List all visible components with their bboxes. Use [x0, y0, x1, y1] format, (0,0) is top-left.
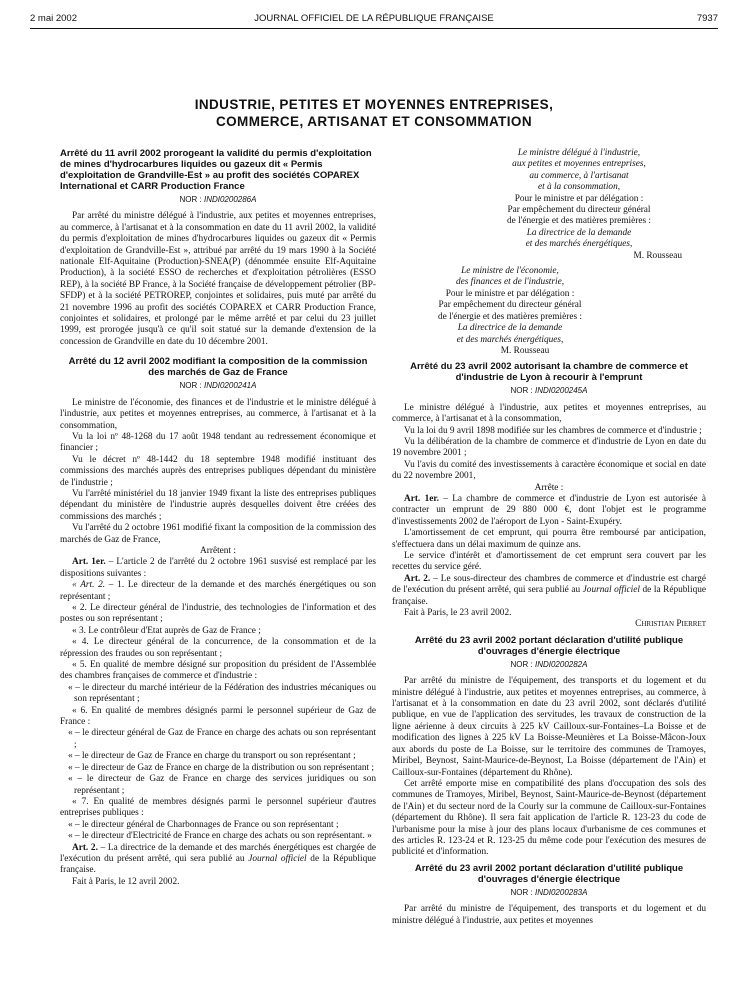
article-2: Art. 2. – Le sous-directeur des chambres de commerce et d'industrie est chargé de l'exécution du présent arrêté, qui sera publié au Journal officiel de la République française. — [392, 573, 707, 607]
signatory-name: Christian Pierret — [635, 619, 706, 630]
list-item: « 3. Le contrôleur d'Etat auprès de Gaz de France ; — [72, 625, 261, 636]
nor-reference: NOR : INDI0200241A — [179, 381, 257, 391]
list-item: « – le directeur de Gaz de France en charge du transport ou son représentant ; — [68, 751, 356, 762]
arrete-label: Arrête : — [534, 482, 564, 493]
paragraph: Par arrêté du ministre de l'équipement, des transports et du logement et du ministre délégué à l'industrie, aux petites et moyennes entreprises, au commerce, à l'artisanat et à la consommation en date du 23 avril 2002, sont déclarés d'utilité publique, en vue de l'application des servitudes, les travaux de construction de la ligne aérienne à deux circuits à 225 kV Cailloux-sur-Fontaines–La Boisse et de modification des lignes à 225 kV La Boisse-Meunières et La Boisse-Mâcon-Joux aux abords du poste de La Boisse, sur le territoire des communes de Tramoyes, Miribel, Beynost, Saint-Maurice-de-Beynost, La Boisse (département de l'Ain) et Cailloux-sur-Fontaines (département du Rhône). — [392, 676, 706, 778]
nor-reference: NOR : INDI0200245A — [510, 386, 588, 396]
header-journal-title: JOURNAL OFFICIEL DE LA RÉPUBLIQUE FRANÇAISE — [254, 13, 494, 24]
nor-code: INDI0200241A — [203, 381, 257, 391]
paragraph: L'amortissement de cet emprunt, qui pourra être remboursé par anticipation, s'effectuera dans un délai maximum de quinze ans. — [392, 528, 706, 550]
nor-reference: NOR : INDI0200286A — [179, 195, 257, 204]
list-item: « 7. En qualité de membres désignés parmi le personnel supérieur d'autres entreprises publiques : — [60, 796, 376, 819]
paragraph: Vu la loi nº 48-1268 du 17 août 1948 tendant au redressement économique et financier ; — [60, 431, 376, 454]
list-item: « – le directeur d'Electricité de France en charge des achats ou son représentant. » — [68, 831, 372, 842]
decree-title-dup-electrique-1: Arrêté du 23 avril 2002 portant déclaration d'utilité publique d'ouvrages d'énergie électrique — [414, 634, 684, 657]
paragraph: Vu l'arrêté du 2 octobre 1961 modifié fixant la composition de la commission des marchés de Gaz de France, — [60, 523, 376, 545]
list-item: « – le directeur de Gaz de France en charge des services juridiques ou son représentant ; — [68, 774, 376, 796]
signatory-name: M. Rousseau — [633, 250, 682, 261]
list-item: « – le directeur du marché intérieur de la Fédération des industries mécaniques ou son représentant ; — [68, 682, 376, 705]
decree-title-gaz-de-france: Arrêté du 12 avril 2002 modifiant la composition de la commission des marchés de Gaz de France — [68, 356, 368, 379]
article-2: Art. 2. – La directrice de la demande et des marchés énergétiques est chargée de l'exécution du présent arrêté, qui sera publié au Journal officiel de la République française. — [60, 842, 377, 876]
paragraph: Vu l'avis du comité des investissements à caractère économique et social en date du 22 novembre 2001, — [392, 459, 706, 482]
ministry-heading-line2: COMMERCE, ARTISANAT ET CONSOMMATION — [216, 114, 532, 129]
signature-block-2: Le ministre de l'économie, des finances et de l'industrie, Pour le ministre et par délégation : Par empêchement du directeur général de l'énergie et des matières premières : La directrice de la demande et des marchés énergétiques, M. Rousseau — [392, 266, 628, 357]
nor-code: INDI0200245A — [534, 386, 588, 396]
list-item: « – le directeur général de Gaz de France en charge des achats ou son représentant ; — [68, 728, 376, 750]
fait-a-paris: Fait à Paris, le 23 avril 2002. — [404, 608, 512, 619]
paragraph: Le ministre délégué à l'industrie, aux petites et moyennes entreprises, au commerce, à l'artisanat et à la consommation, — [392, 402, 706, 425]
ministry-heading — [30, 96, 718, 130]
list-item: « 4. Le directeur général de la concurrence, de la consommation et de la répression des fraudes ou son représentant ; — [60, 637, 376, 659]
nor-code: INDI0200283A — [534, 887, 588, 897]
paragraph: Le service d'intérêt et d'amortissement de cet emprunt sera couvert par les recettes du service géré. — [392, 551, 706, 573]
right-column — [392, 148, 706, 927]
decree-title-grandville: Arrêté du 11 avril 2002 prorogeant la validité du permis d'exploitation de mines d'hydrocarbures liquides ou gazeux dit « Permis d'exploitation de Grandville-Est » au profit des sociétés COPAREX International et CARR Production France — [60, 148, 372, 192]
nor-reference: NOR : INDI0200283A — [510, 887, 588, 897]
list-item: « Art. 2. – 1. Le directeur de la demande et des marchés énergétiques ou son représentant ; — [60, 580, 376, 602]
paragraph: Vu la loi du 9 avril 1898 modifiée sur les chambres de commerce et d'industrie ; — [404, 425, 702, 436]
list-item: « – le directeur général de Charbonnages de France ou son représentant ; — [68, 819, 339, 830]
list-item: « 5. En qualité de membre désigné sur proposition du président de l'Assemblée des chambres françaises de commerce et d'industrie : — [60, 660, 376, 682]
article-1: Art. 1er. – L'article 2 de l'arrêté du 2 octobre 1961 susvisé est remplacé par les dispositions suivantes : — [60, 557, 376, 579]
list-item: « – le directeur de Gaz de France en charge de la distribution ou son représentant ; — [68, 762, 374, 773]
ministry-heading-line1: INDUSTRIE, PETITES ET MOYENNES ENTREPRISES, — [194, 97, 554, 112]
article-1: Art. 1er. – La chambre de commerce et d'industrie de Lyon est autorisée à contracter un emprunt de 29 880 000 €, dont l'objet est le programme d'investissements 2002 de l'aéroport de Lyon - Saint-Exupéry. — [392, 493, 706, 527]
signatory-name: M. Rousseau — [500, 345, 550, 356]
fait-a-paris: Fait à Paris, le 12 avril 2002. — [72, 876, 180, 887]
nor-code: INDI0200286A — [203, 195, 257, 204]
paragraph: Par arrêté du ministre de l'équipement, des transports et du logement et du ministre délégué à l'industrie, aux petites et moyennes — [392, 904, 706, 926]
paragraph: Vu l'arrêté ministériel du 18 janvier 1949 fixant la liste des entreprises publiques dépendant du ministère de l'industrie auprès desquelles doivent être créées des commissions des marchés ; — [60, 488, 376, 522]
decree-title-dup-electrique-2: Arrêté du 23 avril 2002 portant déclaration d'utilité publique d'ouvrages d'énergie électrique — [414, 862, 684, 885]
paragraph: Vu le décret nº 48-1442 du 18 septembre 1948 modifié instituant des commissions des marchés auprès des entreprises publiques dépendant du ministère de l'industrie ; — [60, 454, 376, 488]
list-item: « 6. En qualité de membres désignés parmi le personnel supérieur de Gaz de France : — [60, 705, 376, 728]
paragraph: Cet arrêté emporte mise en compatibilité des plans d'occupation des sols des communes de Tramoyes, Miribel, Beynost, Saint-Maurice-de-Beynost (département de l'Ain) et du secteur nord de la Courly sur la commune de Cailloux-sur-Fontaines (département du Rhône). Il sera fait application de l'article R. 123-23 du code de l'urbanisme pour la mise à jour des plans locaux d'urbanisme de ces communes et des articles R. 123-24 et R. 123-25 du même code pour l'exécution des mesures de publicité et d'information. — [392, 778, 706, 858]
nor-reference: NOR : INDI0200282A — [510, 659, 588, 669]
decree-title-lyon-emprunt: Arrêté du 23 avril 2002 autorisant la chambre de commerce et d'industrie de Lyon à recourir à l'emprunt — [410, 361, 688, 384]
decree-body-grandville: Par arrêté du ministre délégué à l'industrie, aux petites et moyennes entreprises, au commerce, à l'artisanat et à la consommation en date du 11 avril 2002, la validité du permis d'exploitation de mines d'hydrocarbures liquides ou gazeux dit « Permis d'exploitation de Grandville-Est », attribué par arrêté du 19 mars 1990 à la Société nationale Elf-Aquitaine (Production)-SNEA(P) (dénommée ensuite Elf-Aquitaine Production), à la société ESSO de recherches et d'exploitation pétrolières (ESSO REP), à la société BP France, à la Société française de développement pétrolier (BP-SFDP) et à la société PETROREP, conjointes et solidaires, puis muté par arrêté du 21 novembre 1996 au profit des sociétés COPAREX et CARR Production France, conjointes et solidaires, et prolongé par le même arrêté et par celui du 23 juillet 1999, est prorogée jusqu'à ce qu'il soit statué sur la demande d'extension de la concession de Grandville en date du 10 décembre 2001. — [60, 211, 376, 347]
nor-code: INDI0200282A — [534, 659, 588, 669]
header-rule — [30, 28, 718, 29]
list-item: « 2. Le directeur général de l'industrie, des technologies de l'information et des postes ou son représentant ; — [60, 603, 376, 625]
paragraph: Vu la délibération de la chambre de commerce et d'industrie de Lyon en date du 19 novembre 2001 ; — [392, 436, 706, 459]
header-date: 2 mai 2002 — [30, 13, 78, 24]
running-header — [30, 13, 718, 27]
left-column — [60, 148, 376, 888]
signature-block-1: Le ministre délégué à l'industrie, aux petites et moyennes entreprises, au commerce, à l'artisanat et à la consommation, Pour le ministre et par délégation : Par empêchement du directeur général de l'énergie et des matières premières : La directrice de la demande et des marchés énergétiques, M. Rousseau — [392, 148, 692, 262]
arretent-label: Arrêtent : — [200, 545, 236, 556]
paragraph: Le ministre de l'économie, des finances et de l'industrie et le ministre délégué à l'industrie, aux petites et moyennes entreprises, au commerce, à l'artisanat et à la consommation, — [60, 397, 376, 431]
header-page-number: 7937 — [696, 13, 718, 24]
